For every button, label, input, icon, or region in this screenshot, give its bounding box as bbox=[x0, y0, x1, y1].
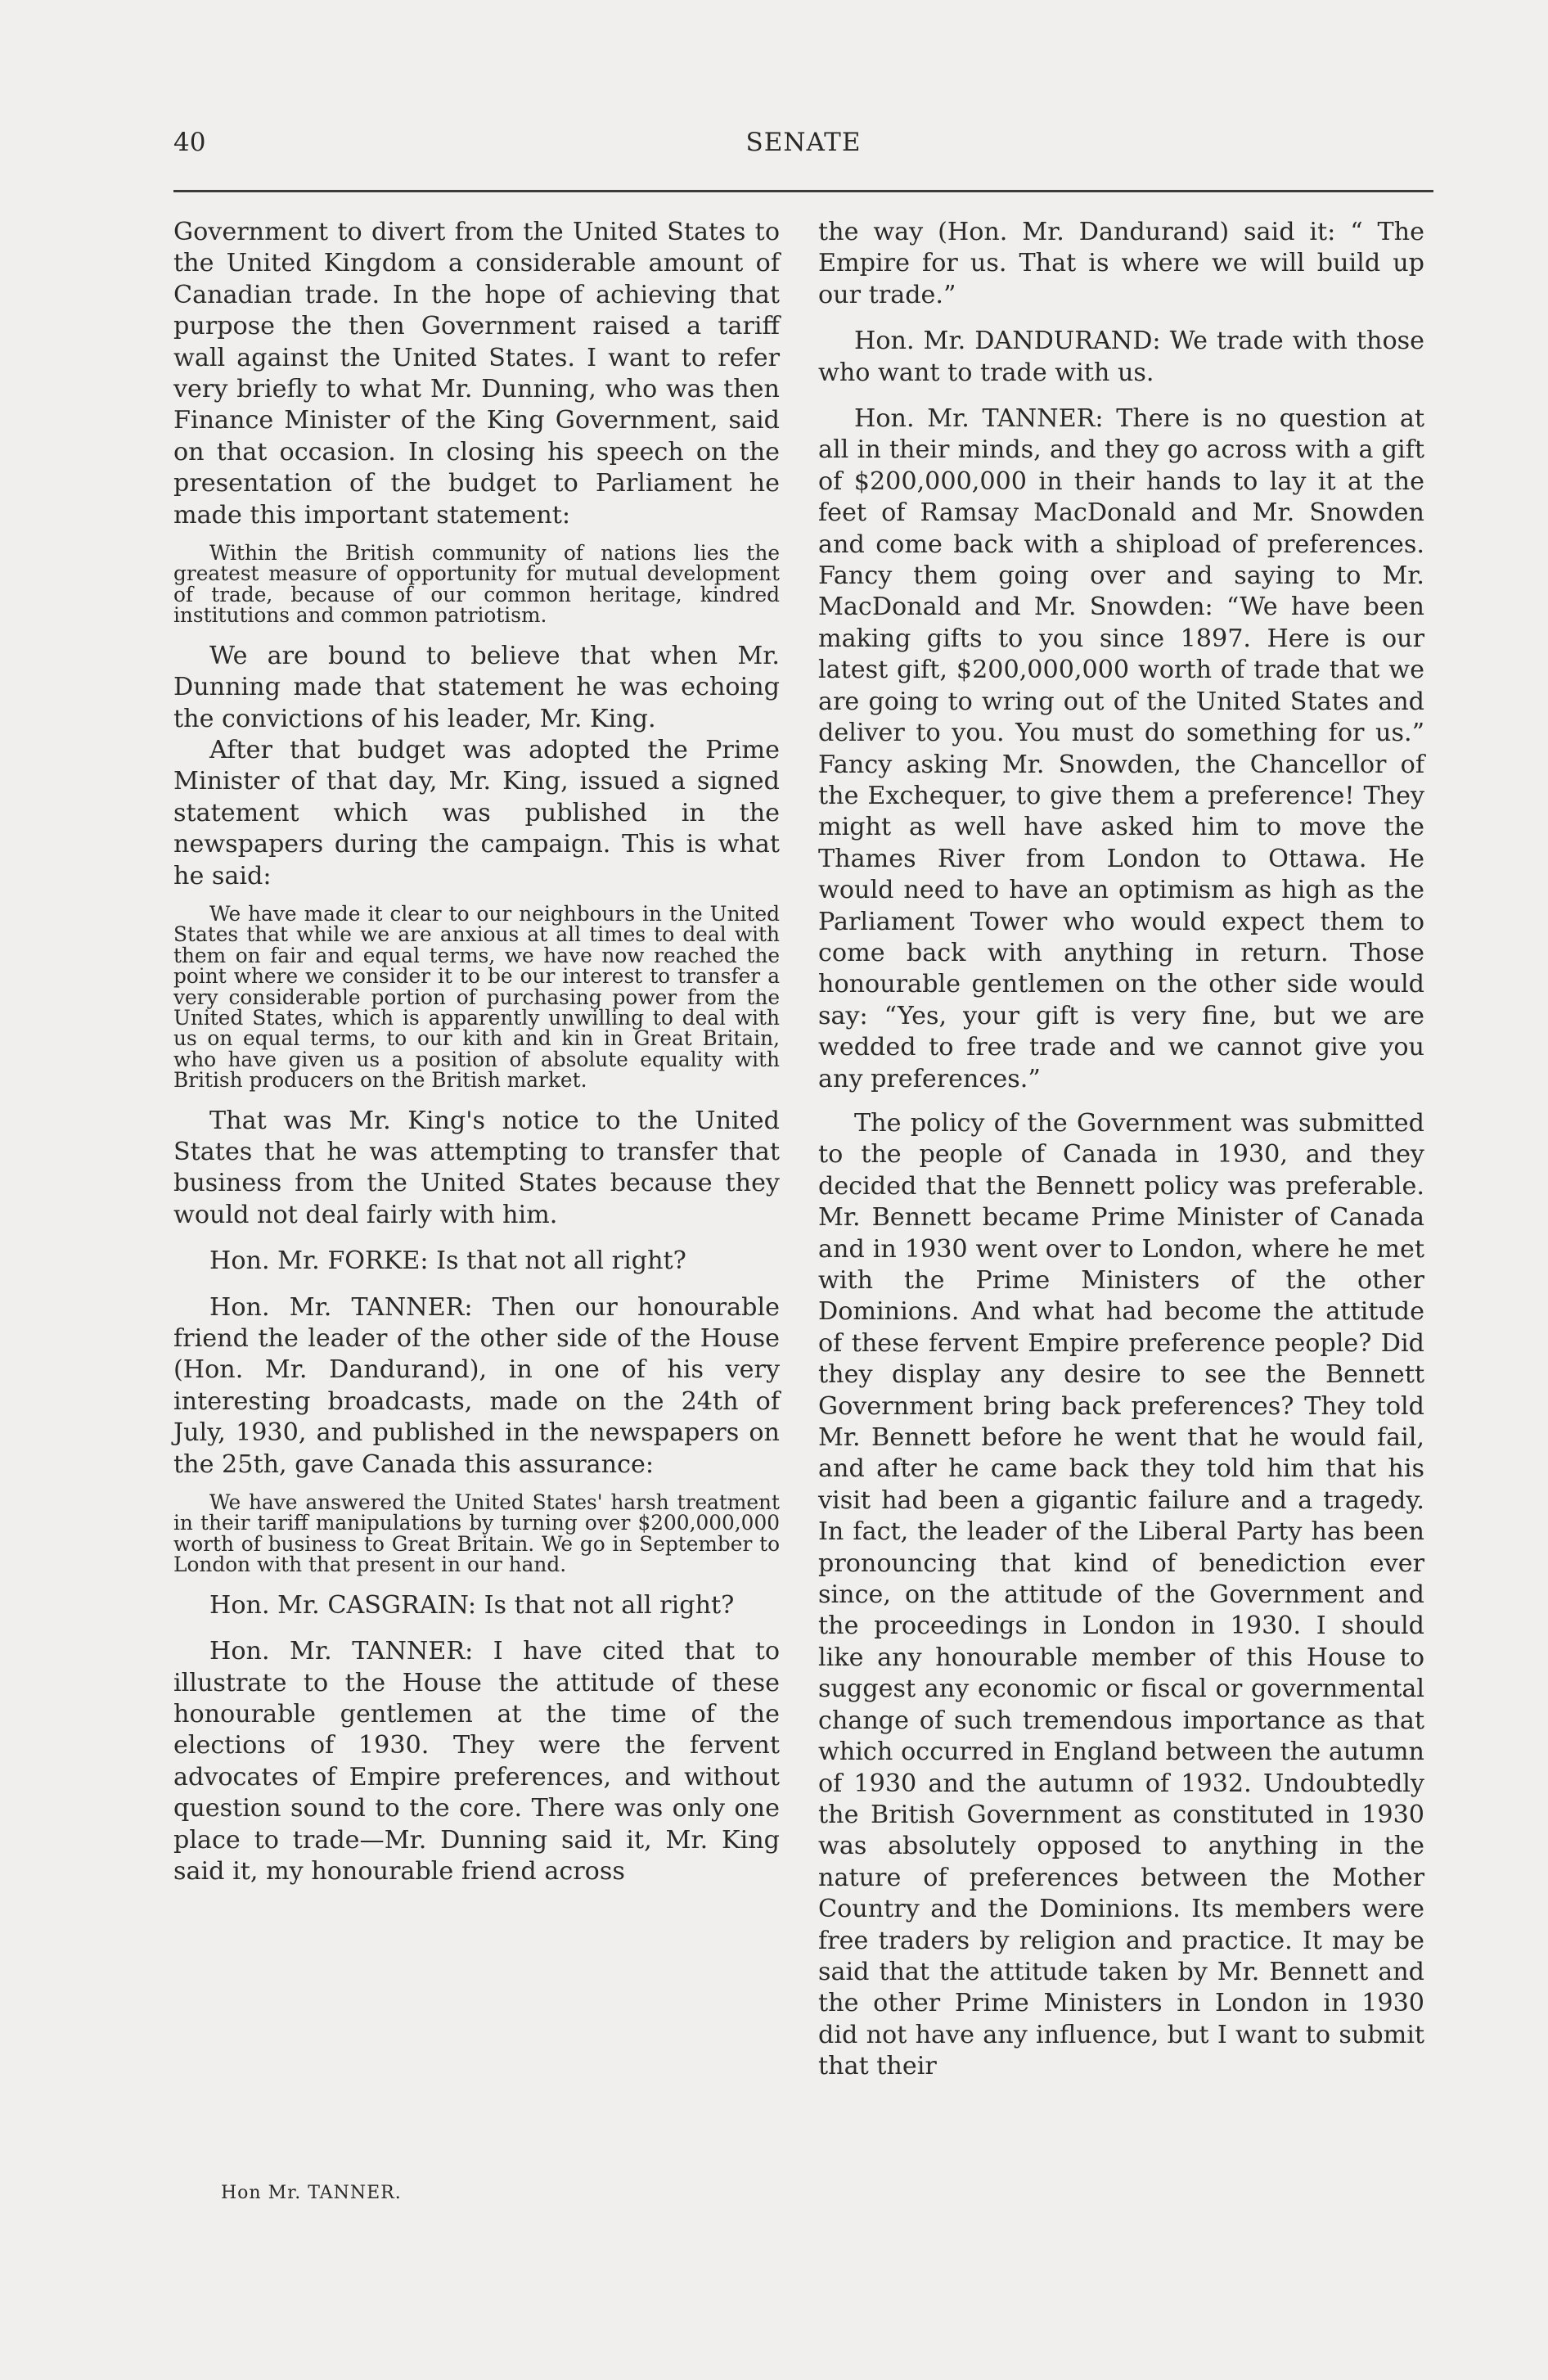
speaker-paragraph: Hon. Mr. TANNER: I have cited that to illustrate to the House the attitude of these honourable gentlemen at the time of the elections of 1930. They were the fervent advocates of Empire preferences, and without question sound to the core. There was only one place to trade—Mr. Dunning said it, Mr. King said it, my honourable friend across bbox=[173, 1637, 780, 1886]
paragraph: the way (Hon. Mr. Dandurand) said it: “ The Empire for us. That is where we will build up our trade.” bbox=[818, 218, 1424, 309]
header-rule bbox=[173, 190, 1433, 192]
paragraph: We are bound to believe that when Mr. Dunning made that statement he was echoing the convictions of his leader, Mr. King. bbox=[173, 641, 780, 733]
speaker-paragraph: Hon. Mr. TANNER: There is no question at all in their minds, and they go across with a gift of $200,000,000 in their hands to lay it at the feet of Ramsay MacDonald and Mr. Snowden and come back with a shipload of preferences. Fancy them going over and saying to Mr. MacDonald and Mr. Snowden: “We have been making gifts to you since 1897. Here is our latest gift, $200,000,000 worth of trade that we are going to wring out of the United States and deliver to you. You must do something for us.” Fancy asking Mr. Snowden, the Chancellor of the Exchequer, to give them a preference! They might as well have asked him to move the Thames River from London to Ottawa. He would need to have an optimism as high as the Parliament Tower who would expect them to come back with anything in return. Those honourable gentlemen on the other side would say: “Yes, your gift is very fine, but we are wedded to free trade and we cannot give you any preferences.” bbox=[818, 404, 1424, 1093]
speaker-paragraph: Hon. Mr. FORKE: Is that not all right? bbox=[209, 1246, 686, 1276]
speaker-paragraph: Hon. Mr. DANDURAND: We trade with those who want to trade with us. bbox=[818, 327, 1424, 387]
block-quote: We have answered the United States' harsh treatment in their tariff manipulations by turning over $200,000,000 worth of business to Great Britain. We go in September to London with that present in our hand. bbox=[173, 1490, 780, 1577]
running-head: SENATE bbox=[745, 128, 862, 157]
left-column bbox=[173, 217, 780, 1887]
speaker-paragraph: Hon. Mr. TANNER: Then our honourable friend the leader of the other side of the House (Hon. Mr. Dandurand), in one of his very interesting broadcasts, made on the 24th of July, 1930, and published in the newspapers on the 25th, gave Canada this assurance: bbox=[173, 1292, 780, 1479]
paragraph: The policy of the Government was submitted to the people of Canada in 1930, and they decided that the Bennett policy was preferable. Mr. Bennett became Prime Minister of Canada and in 1930 went over to London, where he met with the Prime Ministers of the other Dominions. And what had become the attitude of these fervent Empire preference people? Did they display any desire to see the Bennett Government bring back preferences? They told Mr. Bennett before he went that he would fail, and after he came back they told him that his visit had been a gigantic failure and a tragedy. In fact, the leader of the Liberal Party has been pronouncing that kind of benediction ever since, on the attitude of the Government and the proceedings in London in 1930. I should like any honourable member of this House to suggest any economic or fiscal or governmental change of such tremendous importance as that which occurred in England between the autumn of 1930 and the autumn of 1932. Undoubtedly the British Government as constituted in 1930 was absolutely opposed to anything in the nature of preferences between the Mother Country and the Dominions. Its members were free traders by religion and practice. It may be said that the attitude taken by Mr. Bennett and the other Prime Ministers in London in 1930 did not have any influence, but I want to submit that their bbox=[818, 1108, 1424, 2081]
paragraph: Government to divert from the United States to the United Kingdom a considerable amount of Canadian trade. In the hope of achieving that purpose the then Government raised a tariff wall against the United States. I want to refer very briefly to what Mr. Dunning, who was then Finance Minister of the King Government, said on that occasion. In closing his speech on the presentation of the budget to Parliament he made this important statement: bbox=[173, 218, 780, 530]
paragraph: That was Mr. King's notice to the United States that he was attempting to transfer that business from the United States because they would not deal fairly with him. bbox=[173, 1106, 780, 1229]
footer-speaker-line: Hon Mr. TANNER. bbox=[221, 2183, 402, 2203]
block-quote: Within the British community of nations lies the greatest measure of opportunity for mutual development of trade, because of our common heritage, kindred institutions and common patriotism. bbox=[173, 541, 780, 628]
block-quote: We have made it clear to our neighbours in the United States that while we are anxious at all times to deal with them on fair and equal terms, we have now reached the point where we consider it to be our interest to transfer a very considerable portion of purchasing power from the United States, which is apparently unwilling to deal with us on equal terms, to our kith and kin in Great Britain, who have given us a position of absolute equality with British producers on the British market. bbox=[173, 901, 780, 1093]
page-header bbox=[173, 128, 1433, 177]
paragraph: After that budget was adopted the Prime Minister of that day, Mr. King, issued a signed statement which was published in the newspapers during the campaign. This is what he said: bbox=[173, 735, 780, 890]
right-column bbox=[818, 217, 1424, 2083]
page-number: 40 bbox=[173, 128, 206, 157]
speaker-paragraph: Hon. Mr. CASGRAIN: Is that not all right? bbox=[209, 1590, 735, 1620]
